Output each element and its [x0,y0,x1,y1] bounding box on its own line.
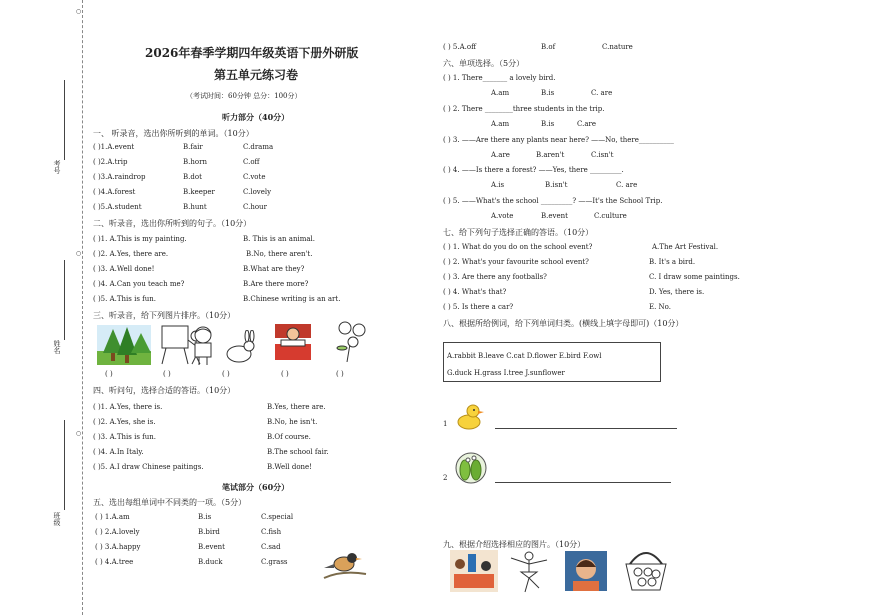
bracket-1: ( ) [105,370,113,378]
list-item: ( ) 1.A.am [95,513,130,521]
list-item: C.vote [243,173,266,181]
option: B.is [541,89,555,97]
list-item: B.Of course. [267,433,311,441]
binding-line [82,0,83,615]
calligraphy-picture [273,320,313,362]
list-item: C.hour [243,203,267,211]
list-item: C.nature [602,43,633,51]
ballet-picture [505,548,551,594]
s7-title: 七、给下列句子选择正确的答语。（10分） [443,228,594,237]
duck-icon [454,402,484,430]
s5-title: 五、选出每组单词中不同类的一项。（5分） [93,498,247,507]
student-picture [189,325,217,365]
basket-picture [622,544,670,594]
answer-line-1[interactable] [495,428,677,429]
s4-title: 四、听问句，选择合适的答语。（10分） [93,386,236,395]
list-item: B.is [198,513,212,521]
list-item: ( )1.A.event [93,143,135,151]
option: C. are [591,89,613,97]
forest-picture [97,325,151,365]
list-item: ( )3.A.raindrop [93,173,146,181]
s8-title: 八、根据所给例词，给下列单词归类。(横线上填字母即可)（10分） [443,319,684,328]
bracket-5: ( ) [336,370,344,378]
s1-title: 一、 听录音，选出你所听到的单词。（10分） [93,129,254,138]
s8-item-1-number: 1 [443,420,448,428]
list-item: C.off [243,158,260,166]
list-item: B.duck [198,558,223,566]
list-item: ( )5.A.student [93,203,142,211]
list-item: C. I draw some paintings. [649,273,740,281]
list-item: B.No, he isn't. [267,418,318,426]
question-text: ( ) 2. There ________three students in the trip. [443,105,605,113]
list-item: B.of [541,43,556,51]
writing-part-heading: 笔试部分（60分） [222,482,290,492]
list-item: E. No. [649,303,672,311]
list-item: B.The school fair. [267,448,329,456]
list-item: B.What are they? [243,265,305,273]
option: B.isn't [545,181,568,189]
list-item: B.Well done! [267,463,312,471]
option: A.vote [491,212,514,220]
s2-title: 二、听录音，选出你所听到的句子。（10分） [93,219,252,228]
option: B.aren't [536,151,565,159]
list-item: B.Chinese writing is an art. [243,295,341,303]
option: B.is [541,120,555,128]
list-item: B.Yes, there are. [267,403,326,411]
exam-number-line [64,80,65,160]
list-item: ( ) 2.A.lovely [95,528,140,536]
list-item: B.dot [183,173,202,181]
option: B.event [541,212,568,220]
class-label: 班级 [53,512,61,526]
list-item: ( ) 4.A.tree [95,558,134,566]
exam-meta: （考试时间：60分钟 总分：100分） [186,92,302,100]
word-bank-row-1: A.rabbit B.leave C.cat D.flower E.bird F.owl [447,352,602,360]
list-item: A.The Art Festival. [652,243,719,251]
girl-photo [565,551,607,591]
exam-number-label: 考号 [53,160,61,174]
margin-mark-top: ○ [75,8,82,15]
listening-part-heading: 听力部分（40分） [222,112,290,122]
list-item: C.special [261,513,294,521]
list-item: B.horn [183,158,207,166]
option: C.isn't [591,151,614,159]
list-item: ( ) 4. What's that? [443,288,507,296]
bracket-4: ( ) [281,370,289,378]
festival-picture [450,550,498,592]
list-item: B.event [198,543,225,551]
answer-line-2[interactable] [495,482,671,483]
s8-item-2-number: 2 [443,474,448,482]
flower-picture [333,318,371,362]
list-item: ( )4. A.Can you teach me? [93,280,185,288]
list-item: ( ) 2. What's your favourite school event? [443,258,589,266]
option: A.is [491,181,505,189]
rabbit-picture [219,330,259,364]
list-item: C.sad [261,543,281,551]
name-label: 姓名 [53,340,61,354]
margin-mark-low: ○ [75,430,82,437]
list-item: B.bird [198,528,220,536]
list-item: ( )2. A.Yes, there are. [93,250,169,258]
list-item: C.grass [261,558,288,566]
list-item: ( ) 3. Are there any footballs? [443,273,547,281]
list-item: ( )3. A.This is fun. [93,433,156,441]
option: A.am [491,120,510,128]
list-item: ( )5. A.I draw Chinese paitings. [93,463,204,471]
s6-title: 六、单项选择。（5分） [443,59,525,68]
list-item: C.fish [261,528,282,536]
list-item: ( ) 5.A.off [443,43,477,51]
list-item: B.fair [183,143,203,151]
bracket-3: ( ) [222,370,230,378]
list-item: ( )1. A.This is my painting. [93,235,187,243]
name-line [64,260,65,340]
question-text: ( ) 3. ——Are there any plants near here? ——No, there__________ [443,136,674,144]
word-bank-row-2: G.duck H.grass I.tree J.sunflower [447,369,565,377]
list-item: C.drama [243,143,274,151]
option: A.am [491,89,510,97]
option: C.culture [594,212,627,220]
list-item: B.No, there aren't. [246,250,313,258]
list-item: ( )4. A.In Italy. [93,448,144,456]
s3-title: 三、听录音，给下列图片排序。（10分） [93,311,236,320]
class-line [64,420,65,510]
list-item: ( ) 5. Is there a car? [443,303,514,311]
list-item: ( )1. A.Yes, there is. [93,403,163,411]
bird-picture [322,548,368,584]
list-item: B.keeper [183,188,215,196]
paper-subtitle: 第五单元练习卷 [214,68,299,82]
list-item: B.Are there more? [243,280,309,288]
s9-title: 九、根据介绍选择相应的图片。（10分） [443,540,586,549]
option: A.are [491,151,510,159]
list-item: ( )2. A.Yes, she is. [93,418,156,426]
leaf-icon [454,452,488,484]
list-item: ( ) 3.A.happy [95,543,141,551]
margin-mark-mid: ○ [75,250,82,257]
list-item: B. This is an animal. [243,235,315,243]
bracket-2: ( ) [163,370,171,378]
list-item: C.lovely [243,188,272,196]
question-text: ( ) 5. ——What's the school _________? ——It's the School Trip. [443,197,663,205]
list-item: ( ) 1. What do you do on the school event? [443,243,593,251]
list-item: ( )5. A.This is fun. [93,295,156,303]
list-item: B. It's a bird. [649,258,696,266]
option: C. are [616,181,638,189]
list-item: ( )4.A.forest [93,188,136,196]
paper-title: 2026年春季学期四年级英语下册外研版 [145,46,359,60]
question-text: ( ) 1. There_______ a lovely bird. [443,74,556,82]
list-item: ( )3. A.Well done! [93,265,155,273]
option: C.are [577,120,596,128]
question-text: ( ) 4. ——Is there a forest? ——Yes, there _________. [443,166,624,174]
list-item: D. Yes, there is. [649,288,705,296]
list-item: ( )2.A.trip [93,158,128,166]
list-item: B.hunt [183,203,207,211]
